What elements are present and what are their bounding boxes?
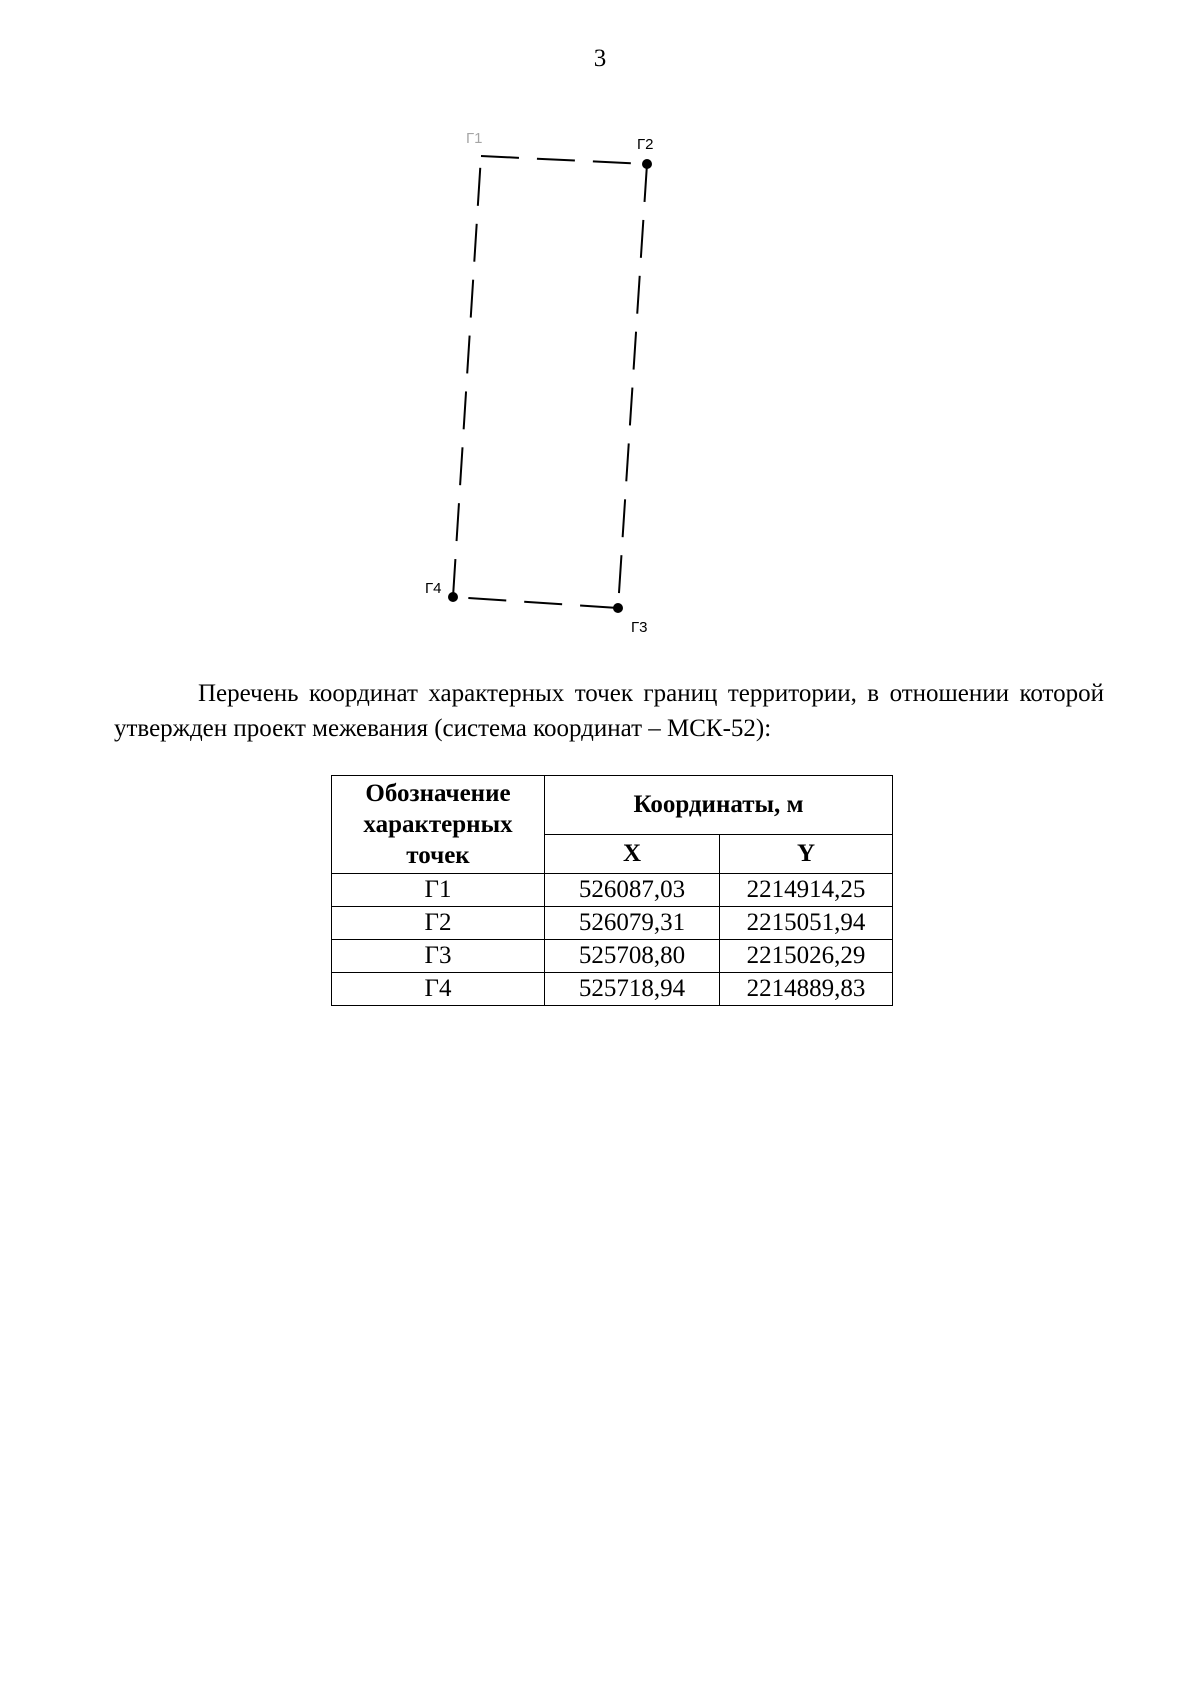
table-row <box>332 940 893 973</box>
header-x: X <box>545 835 720 874</box>
y-cell: 2214914,25 <box>720 874 893 907</box>
x-cell: 525708,80 <box>545 940 720 973</box>
boundary-outline <box>453 156 647 608</box>
boundary-point-marker-3 <box>613 603 623 613</box>
boundary-edge-2-3 <box>618 164 647 608</box>
boundary-edge-3-4 <box>453 597 618 608</box>
header-coordinates: Координаты, м <box>545 776 893 835</box>
boundary-point-label: Г2 <box>637 136 654 153</box>
boundary-point-label: Г4 <box>425 580 442 597</box>
table-row <box>332 874 893 907</box>
coordinates-table <box>331 775 893 1006</box>
y-cell: 2215051,94 <box>720 907 893 940</box>
y-cell: 2215026,29 <box>720 940 893 973</box>
x-cell: 526079,31 <box>545 907 720 940</box>
table-row <box>332 907 893 940</box>
boundary-point-marker-4 <box>448 592 458 602</box>
boundary-sketch <box>0 0 1200 640</box>
page-number: 3 <box>593 45 607 72</box>
header-y: Y <box>720 835 893 874</box>
x-cell: 526087,03 <box>545 874 720 907</box>
x-cell: 525718,94 <box>545 973 720 1006</box>
point-cell: Г4 <box>332 973 545 1006</box>
point-cell: Г1 <box>332 874 545 907</box>
point-cell: Г3 <box>332 940 545 973</box>
boundary-point-label: Г1 <box>466 130 483 147</box>
coordinates-intro-paragraph: Перечень координат характерных точек границ территории, в отношении которой утвержден проект межевания (система координат – МСК-52): <box>114 680 1104 742</box>
table-row <box>332 973 893 1006</box>
y-cell: 2214889,83 <box>720 973 893 1006</box>
boundary-edge-1-2 <box>481 156 647 164</box>
boundary-point-marker-2 <box>642 159 652 169</box>
point-cell: Г2 <box>332 907 545 940</box>
header-point-designation: Обозначение характерных точек <box>332 776 545 874</box>
boundary-point-label: Г3 <box>631 619 648 636</box>
boundary-edge-4-1 <box>453 156 481 597</box>
